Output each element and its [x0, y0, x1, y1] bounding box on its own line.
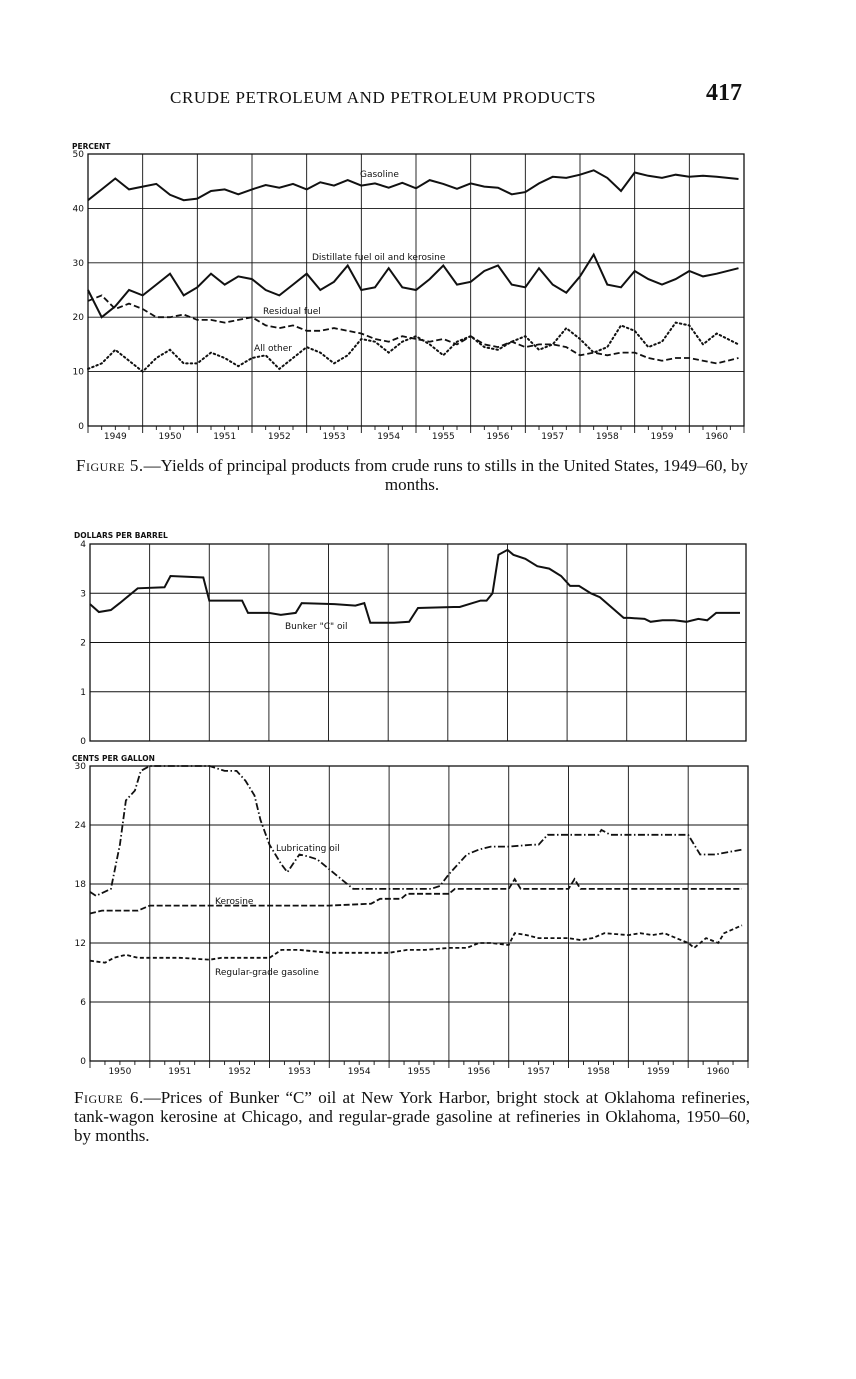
series-label-kerosine: Kerosine [215, 897, 254, 907]
series-label-all-other: All other [254, 344, 292, 354]
series-line-residual [88, 295, 739, 363]
y-axis-label: PERCENT [72, 142, 111, 151]
x-tick-label: 1959 [650, 432, 674, 442]
series-label-gasoline: Gasoline [360, 170, 399, 180]
x-tick-label: 1950 [108, 1067, 132, 1077]
x-tick-label: 1952 [228, 1067, 251, 1077]
y-tick-label: 10 [72, 367, 84, 378]
x-tick-label: 1951 [213, 432, 237, 442]
y-tick-label: 1 [80, 687, 86, 698]
figure-6-caption [74, 1088, 750, 1145]
x-tick-label: 1960 [705, 432, 729, 442]
figure-6-bunker-chart [0, 530, 856, 748]
y-tick-label: 2 [80, 638, 86, 649]
y-tick-label: 40 [72, 204, 84, 215]
y-tick-label: 20 [72, 313, 84, 324]
series-label-regular-gasoline: Regular-grade gasoline [215, 968, 319, 978]
y-tick-label: 0 [80, 737, 86, 747]
figure-5-caption-text: —Yields of principal products from crude runs to stills in the United States, 1949–60, by months. [143, 456, 748, 494]
series-line-distillate [88, 255, 739, 318]
page-number: 417 [706, 80, 742, 106]
series-line-gasoline [88, 170, 739, 200]
grid [90, 766, 748, 1061]
y-tick-label: 0 [78, 422, 84, 432]
x-tick-label: 1955 [431, 432, 455, 442]
figure-6-cents-chart [0, 752, 856, 1082]
page-header [0, 80, 856, 116]
y-tick-label: 24 [74, 821, 86, 831]
y-axis-label: CENTS PER GALLON [72, 754, 155, 763]
series-line-all-other [88, 323, 739, 372]
x-tick-label: 1957 [527, 1067, 551, 1077]
y-axis-label: DOLLARS PER BARREL [74, 531, 168, 540]
x-tick-label: 1959 [646, 1067, 670, 1077]
x-tick-label: 1950 [158, 432, 182, 442]
x-tick-label: 1956 [486, 432, 510, 442]
x-tick-label: 1952 [267, 432, 291, 442]
series-line-bunker-c [90, 550, 740, 623]
plot-frame [90, 766, 748, 1061]
y-tick-label: 50 [72, 150, 84, 160]
series-line-regular-gasoline [90, 925, 742, 962]
y-tick-label: 12 [74, 939, 86, 949]
x-tick-label: 1949 [103, 432, 127, 442]
x-tick-label: 1954 [377, 432, 401, 442]
figure-5-caption [74, 456, 750, 494]
series-line-lubricating-oil [90, 766, 742, 896]
y-tick-labels [75, 762, 87, 1067]
x-tick-label: 1960 [706, 1067, 730, 1077]
figure-6-caption-text: —Prices of Bunker “C” oil at New York Harbor, bright stock at Oklahoma refineries, tank-wagon kerosine at Chicago, and regular-grade gasoline at refineries in Oklahoma, 1950–60, by months. [74, 1088, 750, 1145]
series-label-residual: Residual fuel [263, 307, 321, 317]
y-tick-label: 0 [80, 1057, 86, 1067]
x-tick-label: 1958 [595, 432, 619, 442]
grid [90, 544, 746, 741]
x-tick-labels [108, 1067, 729, 1077]
x-tick-label: 1954 [347, 1067, 371, 1077]
series-label-bunker-c: Bunker "C" oil [285, 622, 348, 632]
y-tick-labels [80, 540, 86, 747]
x-tick-labels [104, 432, 729, 442]
x-tick-label: 1958 [587, 1067, 610, 1077]
running-title: CRUDE PETROLEUM AND PETROLEUM PRODUCTS [170, 88, 597, 107]
y-tick-labels [73, 150, 85, 432]
y-tick-label: 3 [80, 589, 86, 600]
figure-5-label: Figure 5. [76, 456, 144, 475]
x-tick-label: 1957 [541, 432, 565, 442]
y-tick-label: 30 [74, 762, 86, 772]
x-tick-label: 1953 [287, 1067, 311, 1077]
x-tick-label: 1955 [407, 1067, 431, 1077]
series-label-lubricating-oil: Lubricating oil [276, 844, 340, 854]
y-tick-label: 4 [80, 540, 86, 550]
tick-marks [88, 426, 744, 433]
y-tick-label: 30 [72, 258, 84, 269]
y-tick-label: 6 [80, 998, 86, 1008]
figure-5-chart [0, 140, 856, 450]
y-tick-label: 18 [74, 880, 86, 890]
figure-6-label: Figure 6. [74, 1088, 144, 1107]
x-tick-label: 1953 [322, 432, 346, 442]
series-label-distillate: Distillate fuel oil and kerosine [312, 253, 446, 263]
x-tick-label: 1956 [467, 1067, 491, 1077]
x-tick-label: 1951 [168, 1067, 192, 1077]
